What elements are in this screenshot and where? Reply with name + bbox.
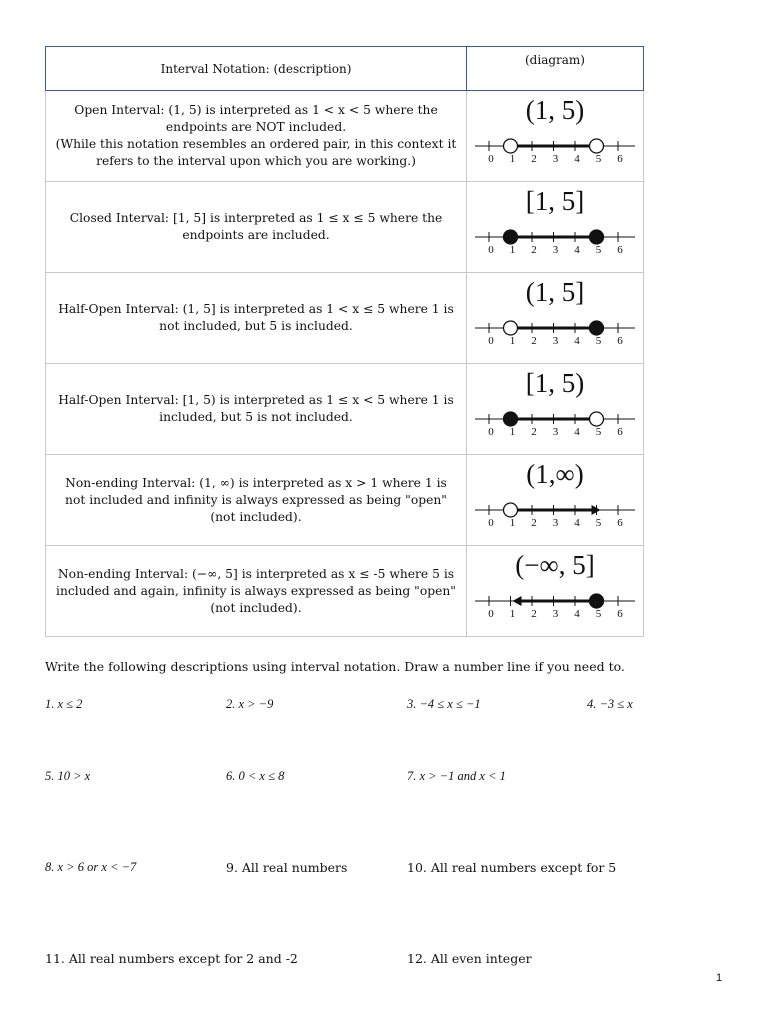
tick-label: 1 [509,517,516,529]
tick-label: 3 [552,517,559,529]
tick-label: 2 [531,517,537,529]
description-line: endpoints are NOT included. [165,120,347,134]
row-description [46,273,467,364]
header-diagram: (diagram) [467,47,644,91]
problem-10: 10. All real numbers except for 5 [407,860,617,875]
tick-label: 4 [574,244,580,256]
tick-label: 6 [617,517,623,529]
tick-label: 0 [488,426,494,438]
tick-label: 4 [574,517,580,529]
problem-2: 2. x > −9 [226,697,274,711]
closed-endpoint [590,594,604,608]
interval-notation: (1, 5] [525,277,585,307]
problem-3: 3. −4 ≤ x ≤ −1 [407,697,481,711]
row-description [46,546,467,637]
tick-label: 6 [617,244,623,256]
tick-label: 5 [595,335,602,347]
tick-label: 5 [595,608,602,620]
number-line [475,407,637,445]
number-line [475,589,637,627]
interval-notation: [1, 5] [525,186,585,216]
description-line: included and again, infinity is always expressed as being "open" [56,583,456,598]
header-description: Interval Notation: (description) [46,47,467,91]
open-endpoint [590,139,604,153]
problem-12: 12. All even integer [407,951,532,966]
description-line: included, but 5 is not included. [159,410,353,424]
problem-1: 1. x ≤ 2 [45,697,83,711]
row-description [46,364,467,455]
tick-label: 3 [552,608,559,620]
description-line: not included and infinity is always expressed as being "open" [65,492,447,507]
tick-label: 5 [595,426,602,438]
description-line: not included, but 5 is included. [159,319,353,333]
tick-label: 4 [574,335,580,347]
closed-endpoint [504,230,518,244]
tick-label: 0 [488,244,494,256]
number-line [475,498,637,536]
tick-label: 2 [531,426,537,438]
row-diagram [467,455,644,546]
left-arrow-icon [513,596,522,606]
open-endpoint [504,139,518,153]
open-endpoint [504,321,518,335]
problem-8: 8. x > 6 or x < −7 [45,860,137,874]
description-line: Half-Open Interval: [1, 5) is interpreted as 1 ≤ x < 5 where 1 is [58,393,454,407]
tick-label: 2 [531,608,537,620]
table-row [46,546,644,637]
problem-9: 9. All real numbers [226,860,348,875]
tick-label: 3 [552,153,559,165]
tick-label: 2 [531,153,537,165]
tick-label: 5 [595,153,602,165]
tick-label: 1 [509,426,516,438]
row-diagram [467,364,644,455]
tick-label: 3 [552,244,559,256]
tick-label: 2 [531,335,537,347]
tick-label: 6 [617,426,623,438]
instructions: Write the following descriptions using interval notation. Draw a number line if you need to. [45,659,625,674]
table-row [46,91,644,182]
tick-label: 1 [509,335,516,347]
closed-endpoint [590,230,604,244]
table-row [46,455,644,546]
description-line: Non-ending Interval: (−∞, 5] is interpreted as x ≤ -5 where 5 is [57,566,455,581]
number-line [475,225,637,263]
page-number: 1 [716,972,723,984]
table-row [46,182,644,273]
interval-notation: [1, 5) [525,368,585,398]
closed-endpoint [504,412,518,426]
row-diagram [467,546,644,637]
table-row [46,273,644,364]
table-header-row [46,47,644,91]
tick-label: 6 [617,153,623,165]
tick-label: 2 [531,244,537,256]
description-line: (not included). [210,509,302,524]
problem-11: 11. All real numbers except for 2 and -2 [45,951,298,966]
tick-label: 1 [509,244,516,256]
row-description [46,455,467,546]
tick-label: 4 [574,153,580,165]
description-line: (While this notation resembles an ordered pair, in this context it [55,137,457,151]
tick-label: 6 [617,608,623,620]
open-endpoint [504,503,518,517]
description-line: endpoints are included. [182,228,330,242]
problem-4: 4. −3 ≤ x [587,697,633,711]
tick-label: 3 [552,426,559,438]
tick-label: 0 [488,608,494,620]
row-diagram [467,91,644,182]
tick-label: 5 [595,244,602,256]
description-line: Open Interval: (1, 5) is interpreted as 1 < x < 5 where the [74,103,438,117]
table-row [46,364,644,455]
interval-notation-table [45,46,644,637]
description-line: (not included). [210,600,302,615]
tick-label: 0 [488,335,494,347]
tick-label: 1 [509,608,516,620]
tick-label: 4 [574,608,580,620]
interval-notation: (1, 5) [525,95,585,125]
description-line: Closed Interval: [1, 5] is interpreted as 1 ≤ x ≤ 5 where the [69,211,443,225]
description-line: Half-Open Interval: (1, 5] is interpreted as 1 < x ≤ 5 where 1 is [58,302,454,316]
row-diagram [467,273,644,364]
row-description [46,182,467,273]
number-line [475,134,637,172]
number-line [475,316,637,354]
problem-7: 7. x > −1 and x < 1 [407,769,506,783]
description-line: Non-ending Interval: (1, ∞) is interpreted as x > 1 where 1 is [65,475,447,490]
description-line: refers to the interval upon which you are working.) [96,154,416,168]
closed-endpoint [590,321,604,335]
tick-label: 0 [488,517,494,529]
tick-label: 1 [509,153,516,165]
problem-6: 6. 0 < x ≤ 8 [226,769,285,783]
tick-label: 0 [488,153,494,165]
tick-label: 4 [574,426,580,438]
tick-label: 5 [595,517,602,529]
interval-notation: (1,∞) [526,459,584,489]
open-endpoint [590,412,604,426]
row-description [46,91,467,182]
tick-label: 3 [552,335,559,347]
row-diagram [467,182,644,273]
interval-notation: (−∞, 5] [515,550,595,580]
problem-5: 5. 10 > x [45,769,91,783]
tick-label: 6 [617,335,623,347]
